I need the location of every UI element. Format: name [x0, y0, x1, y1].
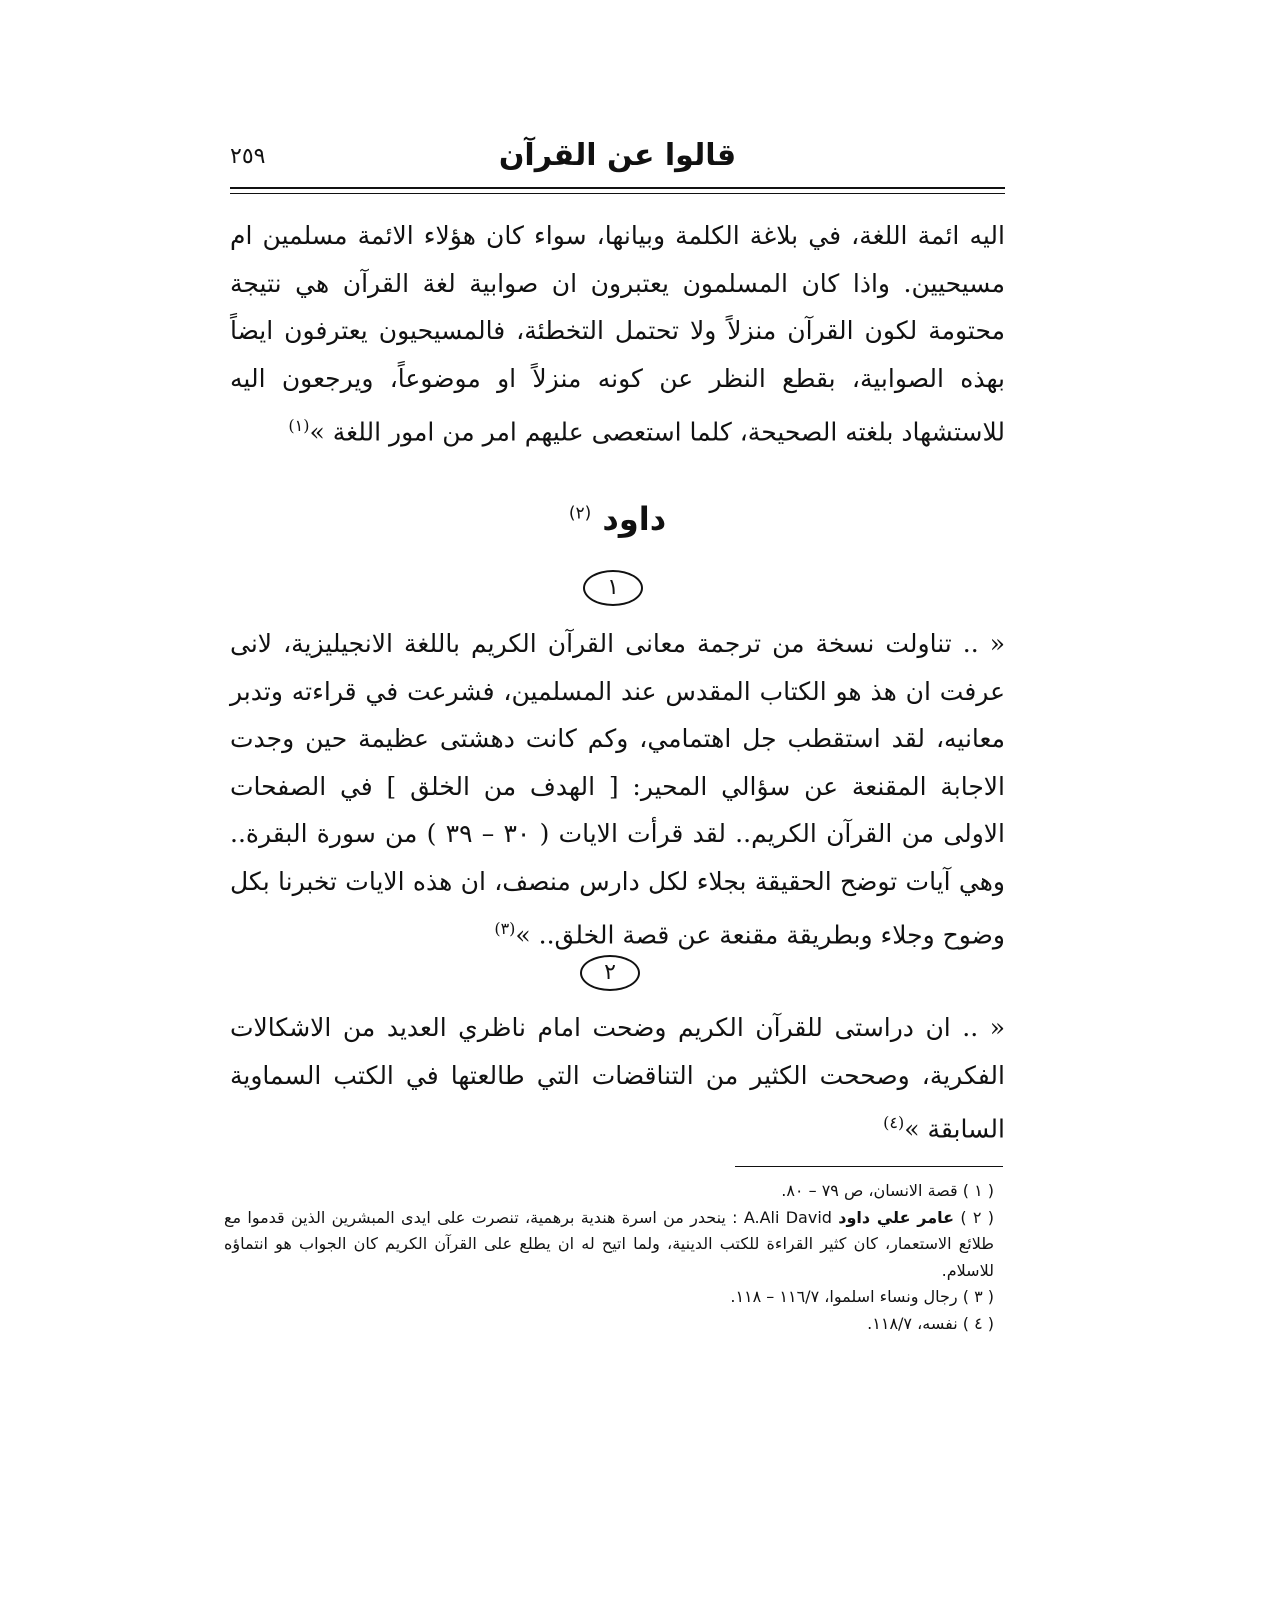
footnote-ref: (٣)	[494, 919, 516, 938]
quote-text: « .. ان دراستى للقرآن الكريم وضحت امام ناظري العديد من الاشكالات الفكرية، وصححت الكثير من التناقضات التي طالعتها في الكتب السماوية السابقة »	[230, 1013, 1005, 1144]
running-title: قالوا عن القرآن	[498, 138, 737, 173]
quote-text: « .. تناولت نسخة من ترجمة معانى القرآن الكريم باللغة الانجيليزية، لانى عرفت ان هذ هو الكتاب المقدس عند المسلمين، فشرعت في قراءته وتدبر معانيه، لقد استقطب جل اهتمامي، وكم كانت دهشتى عظيمة حين وجدت الاجابة المقنعة عن سؤالي المحير: [ الهدف من الخلق ] في الصفحات الاولى من القرآن الكريم.. لقد قرأت الايات ( ٣٠ – ٣٩ ) من سورة البقرة.. وهي آيات توضح الحقيقة بجلاء لكل دارس منصف، ان هذه الايات تخبرنا بكل وضوح وجلاء وبطريقة مقنعة عن قصة الخلق.. »	[230, 629, 1005, 950]
footnote-latin-name: A.Ali David	[743, 1207, 832, 1227]
paragraph-continued	[230, 212, 1005, 456]
footnote-text: : ينحدر من اسرة هندية برهمية، تنصرت على ايدى المبشرين الذين قدموا مع طلائع الاستعمار، كان كثير القراءة للكتب الدينية، ولما اتيح له ان يطلع على القرآن الكريم كان الجواب هو انتماؤه للاسلام.	[224, 1207, 994, 1280]
footnotes	[224, 1178, 1004, 1337]
footnote-ref: (١)	[288, 416, 310, 435]
running-header	[230, 138, 1005, 184]
item-number-badge: ٢	[580, 955, 640, 991]
section-heading	[230, 500, 1005, 538]
footnote-number: ( ٢ )	[960, 1207, 995, 1227]
section-heading-text: داود	[602, 500, 667, 538]
footnote: ( ١ ) قصة الانسان، ص ٧٩ – ٨٠.	[781, 1181, 994, 1200]
header-rule	[230, 187, 1005, 189]
footnote	[224, 1205, 1004, 1285]
footnote-ref: (٢)	[568, 503, 592, 524]
header-rule-thin	[230, 193, 1005, 194]
paragraph-text: اليه ائمة اللغة، في بلاغة الكلمة وبيانها، سواء كان هؤلاء الائمة مسلمين ام مسيحيين. واذا كان المسلمون يعتبرون ان صوابية لغة القرآن هي نتيجة محتومة لكون القرآن منزلاً ولا تحتمل التخطئة، فالمسيحيون يعترفون ايضاً بهذه الصوابية، بقطع النظر عن كونه منزلاً او موضوعاً، ويرجعون اليه للاستشهاد بلغته الصحيحة، كلما استعصى عليهم امر من امور اللغة »	[230, 221, 1005, 447]
page-number: ٢٥٩	[230, 144, 266, 169]
footnote-person-name: عامر علي داود	[838, 1207, 955, 1227]
footnote-separator	[735, 1166, 1003, 1167]
item-number-badge: ١	[583, 570, 643, 606]
quote-paragraph	[230, 620, 1005, 959]
quote-paragraph	[230, 1004, 1005, 1153]
footnote-ref: (٤)	[883, 1113, 905, 1132]
footnote: ( ٣ ) رجال ونساء اسلموا، ١١٦/٧ – ١١٨.	[730, 1287, 994, 1306]
footnote: ( ٤ ) نفسه، ١١٨/٧.	[867, 1313, 994, 1333]
